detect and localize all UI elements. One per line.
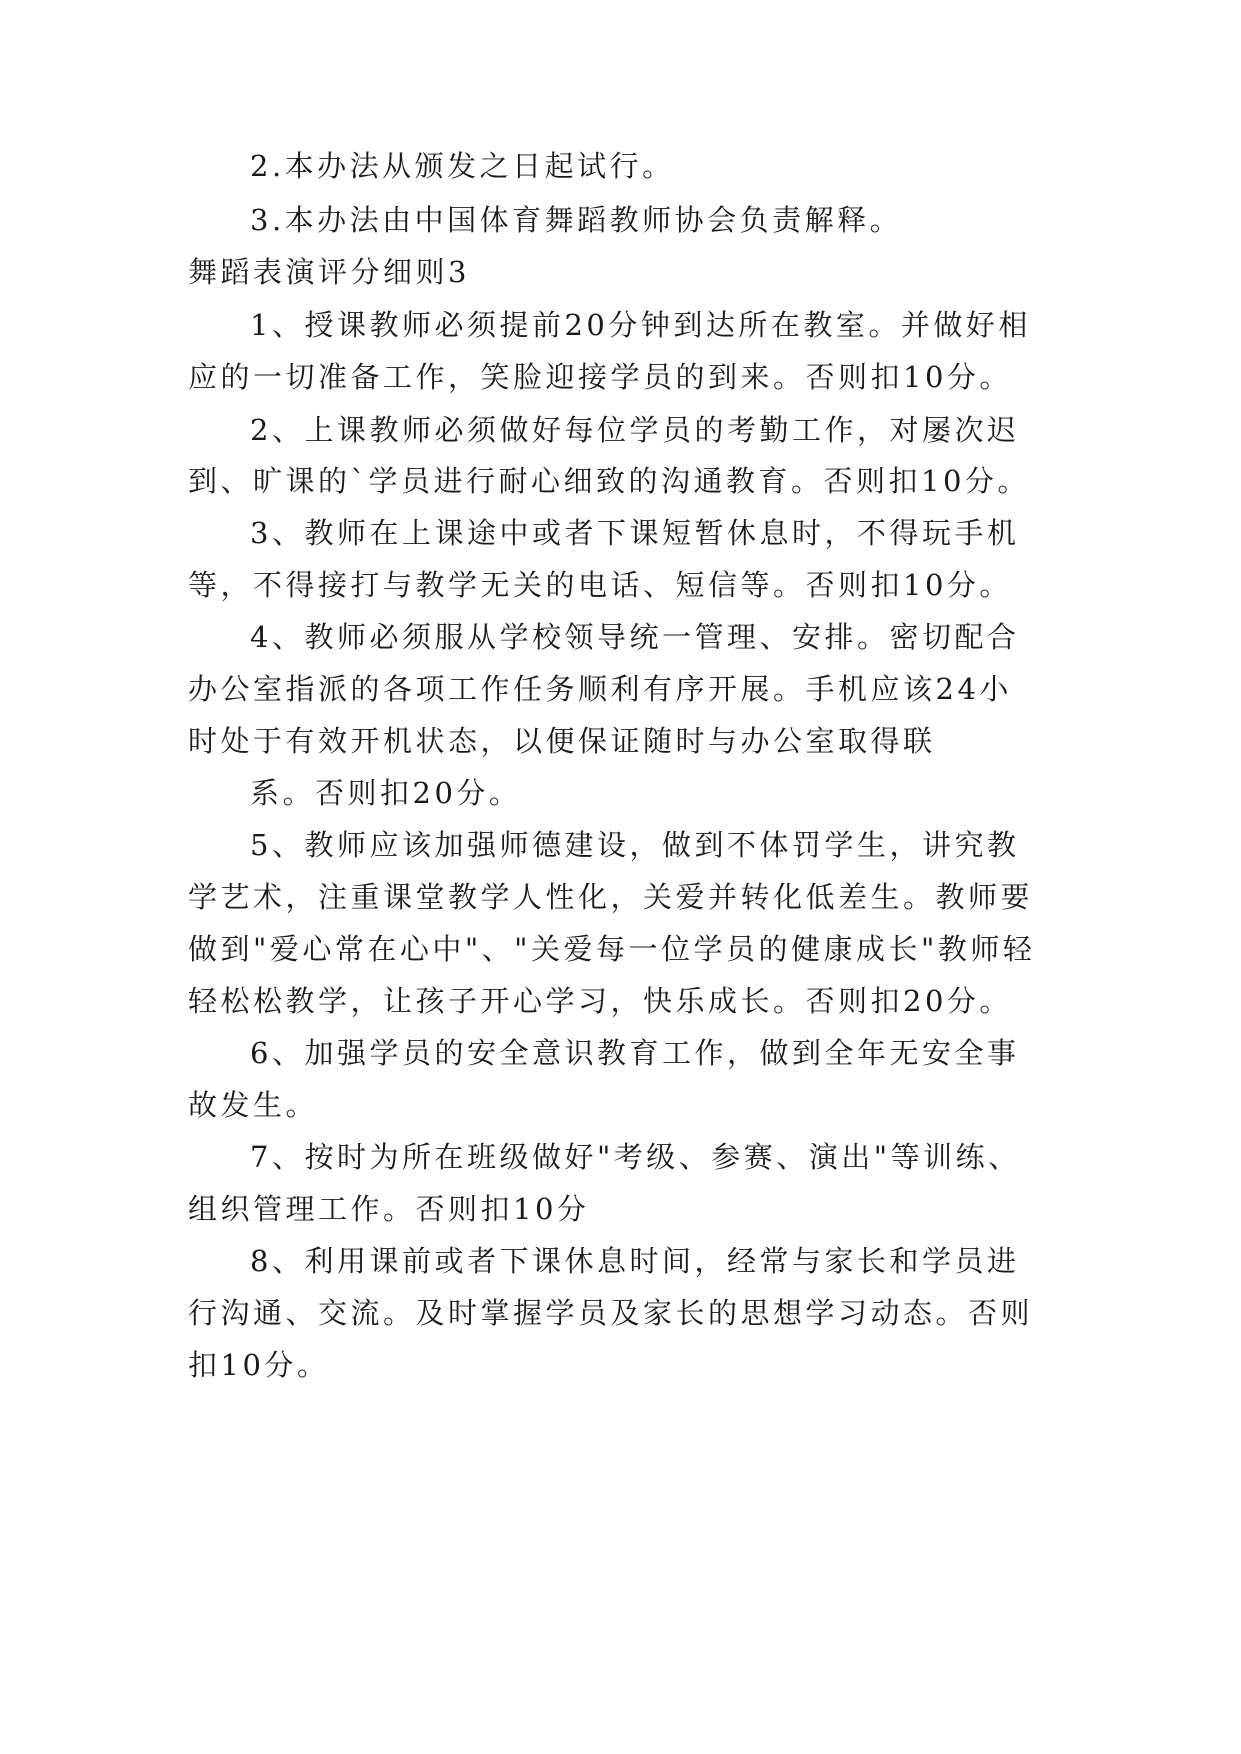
paragraph-line: 8、利用课前或者下课休息时间，经常与家长和学员进	[250, 1244, 1020, 1278]
paragraph-line: 办公室指派的各项工作任务顺利有序开展。手机应该24小	[188, 672, 1012, 706]
paragraph-line: 等，不得接打与教学无关的电话、短信等。否则扣10分。	[188, 568, 1012, 602]
paragraph-line: 应的一切准备工作，笑脸迎接学员的到来。否则扣10分。	[188, 360, 1012, 394]
paragraph-line: 行沟通、交流。及时掌握学员及家长的思想学习动态。否则	[188, 1296, 1034, 1330]
paragraph-line: 做到"爱心常在心中"、"关爱每一位学员的健康成长"教师轻	[188, 932, 1036, 966]
paragraph-line: 2.本办法从颁发之日起试行。	[250, 149, 675, 183]
section-heading: 舞蹈表演评分细则3	[188, 255, 470, 289]
paragraph-line: 3.本办法由中国体育舞蹈教师协会负责解释。	[250, 203, 903, 237]
paragraph-line: 轻松松教学，让孩子开心学习，快乐成长。否则扣20分。	[188, 984, 1012, 1018]
paragraph-line: 扣10分。	[188, 1348, 330, 1382]
paragraph-line: 3、教师在上课途中或者下课短暂休息时，不得玩手机	[250, 516, 1020, 550]
paragraph-line: 到、旷课的`学员进行耐心细致的沟通教育。否则扣10分。	[188, 464, 1030, 498]
paragraph-line: 系。否则扣20分。	[250, 776, 522, 810]
paragraph-line: 组织管理工作。否则扣10分	[188, 1192, 590, 1226]
paragraph-line: 6、加强学员的安全意识教育工作，做到全年无安全事	[250, 1036, 1020, 1070]
paragraph-line: 7、按时为所在班级做好"考级、参赛、演出"等训练、	[250, 1140, 1021, 1174]
paragraph-line: 学艺术，注重课堂教学人性化，关爱并转化低差生。教师要	[188, 880, 1034, 914]
paragraph-line: 1、授课教师必须提前20分钟到达所在教室。并做好相	[250, 308, 1031, 342]
paragraph-line: 4、教师必须服从学校领导统一管理、安排。密切配合	[250, 620, 1020, 654]
paragraph-line: 2、上课教师必须做好每位学员的考勤工作，对屡次迟	[250, 413, 1020, 447]
paragraph-line: 5、教师应该加强师德建设，做到不体罚学生，讲究教	[250, 828, 1020, 862]
paragraph-line: 时处于有效开机状态，以便保证随时与办公室取得联	[188, 724, 936, 758]
paragraph-line: 故发生。	[188, 1088, 319, 1122]
